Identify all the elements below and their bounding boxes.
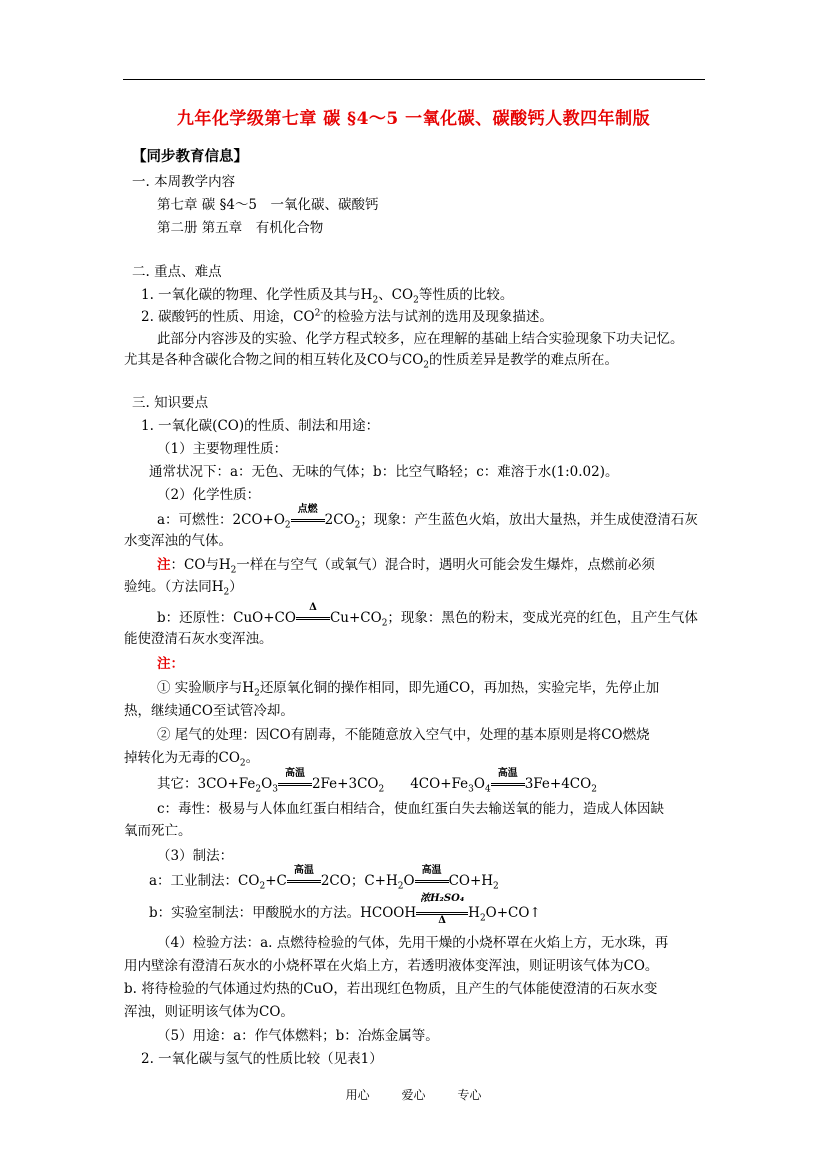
preparation-heading: （3）制法： (157, 848, 234, 864)
caution-2-cont: 掉转化为无毒的$CO_2$。 (124, 750, 260, 769)
s1-heading: 一. 本周教学内容 (132, 174, 236, 190)
s1-line1: 第七章 碳 §4～5 一氧化碳、碳酸钙 (157, 197, 379, 213)
toxicity-text: c：毒性：极易与人体血红蛋白相结合，使血红蛋白失去输送氧的能力，造成人体因缺 (157, 801, 665, 817)
s3-chemical-heading: （2）化学性质： (157, 487, 261, 503)
high-temp-sign-4: 高温 (415, 872, 449, 886)
high-temp-sign: 高温 (278, 775, 312, 789)
note-1-cont: 验纯。（方法同$H_2$） (124, 579, 243, 598)
test-method-4: 浑浊，则证明该气体为CO。 (124, 1004, 294, 1020)
test-method-1: （4）检验方法：a. 点燃待检验的气体，先用干燥的小烧杯罩在火焰上方，无水珠，再 (157, 935, 669, 951)
high-temp-sign-3: 高温 (287, 872, 321, 886)
s3-point1: 1. 一氧化碳(CO)的性质、制法和用途： (141, 418, 380, 434)
uses-text: （5）用途：a：作气体燃料；b：冶炼金属等。 (157, 1028, 439, 1044)
combustion-equation: a：可燃性：$2CO+O_2$ 点燃 $2CO_2$；现象：产生蓝色火焰，放出大量热，并生成使澄清石灰 (157, 504, 698, 531)
test-method-3: b. 将待检验的气体通过灼热的CuO，若出现红色物质，且产生的气体能使澄清的石灰水变 (124, 981, 658, 997)
s3-physical-text: 通常状况下：a：无色、无味的气体；b：比空气略轻；c：难溶于水(1:0.02)。 (149, 464, 619, 480)
note-1: 注：CO与$H_2$一样在与空气（或氧气）混合时，遇明火可能会发生爆炸，点燃前必须 (157, 557, 655, 576)
heat-sign: Δ (296, 609, 330, 623)
footer-word-1: 用心 (345, 1088, 370, 1102)
lab-preparation: b：实验室制法：甲酸脱水的方法。HCOOH 浓H₂SO₄ Δ $H_2O+CO↑$ (149, 893, 541, 926)
reduction-cont: 能使澄清石灰水变浑浊。 (124, 631, 273, 647)
reduction-equation: b：还原性：CuO+CO Δ $Cu+CO_2$；现象：黑色的粉末，变成光亮的红色，且产生气体 (157, 602, 698, 629)
caution-1: ① 实验顺序与$H_2$还原氧化铜的操作相同，即先通CO，再加热，实验完毕，先停止加 (157, 680, 660, 699)
s3-point2: 2. 一氧化碳与氢气的性质比较（见表1） (141, 1051, 383, 1067)
condition-sign: 点燃 (291, 511, 325, 525)
page-title: 九年化学级第七章 碳 §4～5 一氧化碳、碳酸钙人教四年制版 (176, 109, 651, 129)
footer-word-2: 爱心 (401, 1088, 426, 1102)
s2-line1: 1. 一氧化碳的物理、化学性质及其与$H_2$、$CO_2$等性质的比较。 (141, 287, 514, 306)
s2-heading: 二. 重点、难点 (132, 264, 222, 280)
s2-line2: 2. 碳酸钙的性质、用途，$CO^{2-}$的检验方法与试剂的选用及现象描述。 (141, 308, 553, 325)
catalyst-sign: 浓H₂SO₄ Δ (416, 904, 468, 918)
s1-line2: 第二册 第五章 有机化合物 (157, 220, 324, 236)
other-equations: 其它：$3CO+Fe_2O_3$ 高温 $2Fe+3CO_2$ $4CO+Fe_3O_4$ 高温 $3Fe+4CO_2$ (157, 768, 597, 795)
caution-2: ② 尾气的处理：因CO有剧毒，不能随意放入空气中，处理的基本原则是将CO燃烧 (157, 727, 650, 743)
s2-line3: 此部分内容涉及的实验、化学方程式较多，应在理解的基础上结合实验现象下功夫记忆。 (157, 331, 684, 347)
test-method-2: 用内壁涂有澄清石灰水的小烧杯罩在火焰上方，若透明液体变浑浊，则证明该气体为CO。 (124, 958, 659, 974)
combustion-cont: 水变浑浊的气体。 (124, 533, 232, 549)
caution-1-cont: 热，继续通CO至试管冷却。 (124, 703, 294, 719)
s3-physical-heading: （1）主要物理性质： (157, 441, 288, 457)
toxicity-cont: 氧而死亡。 (124, 823, 192, 839)
high-temp-sign-2: 高温 (491, 775, 525, 789)
section-header: 【同步教育信息】 (132, 148, 248, 165)
s3-heading: 三. 知识要点 (132, 395, 209, 411)
header-rule (123, 79, 705, 80)
industrial-preparation: a：工业制法：$CO_2+C$ 高温 2CO；$C+H_2O$ 高温 $CO+H_2$ (149, 865, 499, 892)
page-footer (0, 1086, 827, 1103)
s2-line4: 尤其是各种含碳化合物之间的相互转化及CO与$CO_2$的性质差异是教学的难点所在。 (124, 352, 619, 371)
note-2-label: 注： (157, 656, 184, 672)
footer-word-3: 专心 (457, 1088, 482, 1102)
